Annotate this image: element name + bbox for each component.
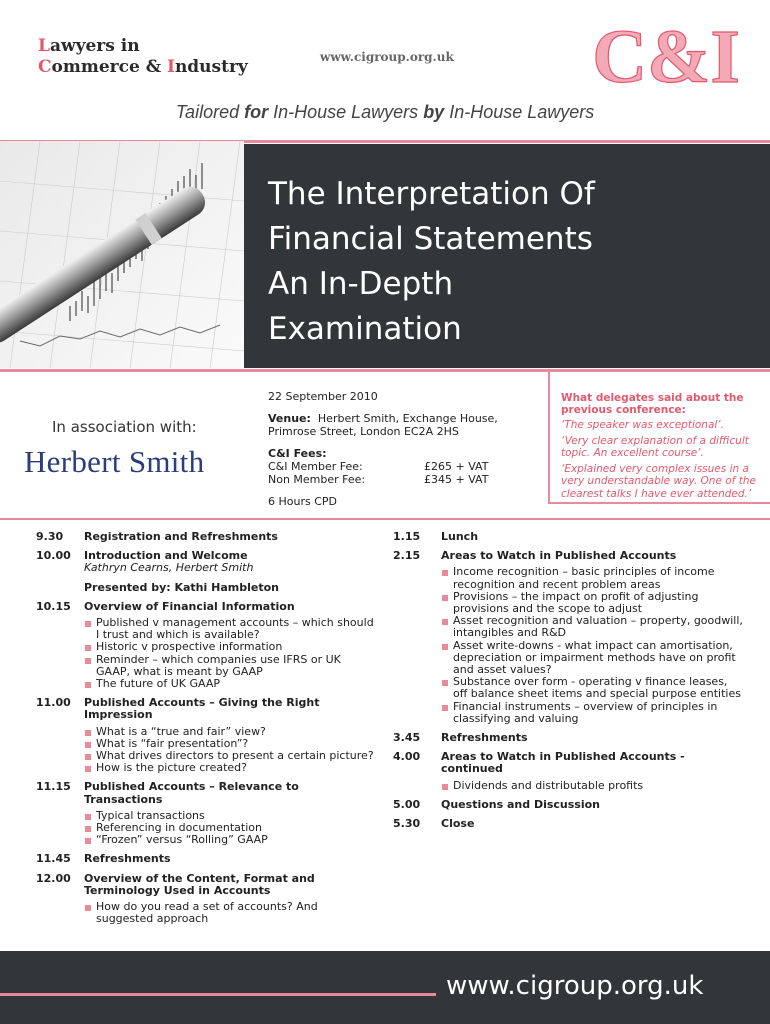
testimonial-quote: ‘Very clear explanation of a difficult topic. An excellent course’. <box>561 434 749 459</box>
agenda-bullet: Financial instruments – overview of principles in classifying and valuing <box>441 701 743 725</box>
agenda-item: 12.00 Overview of the Content, Format and Terminology Used in Accounts How do you read a set of accounts? And suggested approach <box>36 873 376 926</box>
org-initial-c: C <box>38 57 52 77</box>
agenda-item: 4.00 Areas to Watch in Published Accounts - continued Dividends and distributable profits <box>393 751 743 792</box>
event-fees: C&I Fees: C&I Member Fee: £265 + VAT Non Member Fee: £345 + VAT <box>268 447 489 486</box>
agenda-item: 5.30 Close <box>393 817 475 831</box>
agenda-bullet: Income recognition – basic principles of income recognition and recent problem areas <box>441 566 743 590</box>
event-title <box>268 172 595 352</box>
pen-chart-image <box>0 141 244 368</box>
org-line-1: awyers in <box>49 36 140 56</box>
org-initial-i: I <box>166 57 175 77</box>
agenda-bullet: Reminder – which companies use IFRS or UK GAAP, what is meant by GAAP <box>84 654 376 678</box>
agenda-item: 11.00 Published Accounts – Giving the Right Impression What is a “true and fair” view? What is “fair presentation”? What drives directors to present a certain picture? How is the picture created? <box>36 697 376 774</box>
testimonials-box <box>548 372 770 504</box>
header-website-link[interactable]: www.cigroup.org.uk <box>320 50 454 64</box>
herbert-smith-logo: Herbert Smith <box>24 444 205 479</box>
organisation-name <box>38 36 248 78</box>
title-line: An In-Depth <box>268 266 454 302</box>
title-line: Financial Statements <box>268 221 593 257</box>
presenter: Presented by: Kathi Hambleton <box>84 580 279 594</box>
agenda-item: 9.30 Registration and Refreshments <box>36 530 278 543</box>
agenda-item: 5.00 Questions and Discussion <box>393 797 600 811</box>
footer-bar <box>0 951 770 1024</box>
member-fee: £265 + VAT <box>424 460 489 473</box>
tagline: Tailored for In-House Lawyers by In-House Lawyers <box>175 102 595 122</box>
agenda-bullet: Asset recognition and valuation – property, goodwill, intangibles and R&D <box>441 615 743 639</box>
agenda-bullet: The future of UK GAAP <box>84 678 376 690</box>
testimonial-quote: ‘Explained very complex issues in a very understandable way. One of the clearest talks I have ever attended.’ <box>561 462 756 500</box>
agenda-bullet: What drives directors to present a certain picture? <box>84 750 376 762</box>
org-initial-l: L <box>38 36 50 56</box>
agenda-bullet: Asset write-downs - what impact can amortisation, depreciation or impairment methods have on profit and asset values? <box>441 640 743 677</box>
event-title-panel <box>244 144 770 368</box>
ci-logo-text: C&I <box>592 15 740 94</box>
agenda-bullet: Dividends and distributable profits <box>441 780 743 792</box>
agenda-bullet: Referencing in documentation <box>84 822 376 834</box>
testimonial-quote: ‘The speaker was exceptional’. <box>561 419 724 431</box>
agenda-item: 11.45 Refreshments <box>36 852 171 866</box>
agenda-bullet: Historic v prospective information <box>84 641 376 653</box>
agenda-bullet: Typical transactions <box>84 810 376 822</box>
nonmember-fee: £345 + VAT <box>424 473 489 486</box>
title-line: Examination <box>268 311 462 347</box>
footer-accent-line <box>0 993 436 996</box>
agenda-bullet: “Frozen” versus “Rolling” GAAP <box>84 834 376 846</box>
agenda-item: 10.00 Introduction and Welcome Kathryn Cearns, Herbert Smith Presented by: Kathi Hambleton <box>36 550 376 594</box>
org-line-2a: ommerce & <box>51 57 167 77</box>
agenda-item: 3.45 Refreshments <box>393 731 528 745</box>
agenda-bullet: What is a “true and fair” view? <box>84 726 376 738</box>
org-line-2b: ndustry <box>174 57 248 77</box>
association-label: In association with: <box>52 418 197 436</box>
agenda-item: 1.15 Lunch <box>393 530 479 543</box>
footer-website-link[interactable]: www.cigroup.org.uk <box>446 971 704 1001</box>
agenda-bullet: Substance over form - operating v finance leases, off balance sheet items and special purpose entities <box>441 676 743 700</box>
agenda-afternoon <box>393 531 743 837</box>
agenda-item: 11.15 Published Accounts – Relevance to Transactions Typical transactions Referencing in documentation “Frozen” versus “Rolling” GAAP <box>36 781 376 846</box>
agenda-bullet: Published v management accounts – which should I trust and which is available? <box>84 617 376 641</box>
event-venue: Venue: Herbert Smith, Exchange House, Primrose Street, London EC2A 2HS <box>268 412 498 438</box>
agenda-bullet: What is “fair presentation”? <box>84 738 376 750</box>
ci-logo <box>590 14 740 94</box>
pen-chart-illustration <box>0 141 244 368</box>
testimonials-heading: What delegates said about the previous conference: <box>561 392 744 416</box>
agenda-item: 10.15 Overview of Financial Information Published v management accounts – which should I trust and which is available? Historic v prospective information Reminder – which companies use IFRS or UK GAAP, what is meant by GAAP The future of UK GAAP <box>36 601 376 690</box>
agenda-morning <box>36 531 376 932</box>
cpd-hours: 6 Hours CPD <box>268 495 338 508</box>
agenda-item: 2.15 Areas to Watch in Published Accounts Income recognition – basic principles of income recognition and recent problem areas Provisions – the impact on profit of adjusting provisions and the scope to adjust Asset recognition and valuation – property, goodwill, intangibles and R&D Asset write-downs - what impact can amortisation, depreciation or impairment methods have on profit and asset values? Substance over form - operating v finance leases, off balance sheet items and special purpose entities Financial instruments – overview of principles in classifying and valuing <box>393 549 743 725</box>
event-date: 22 September 2010 <box>268 390 378 403</box>
agenda-bullet: Provisions – the impact on profit of adjusting provisions and the scope to adjust <box>441 591 743 615</box>
agenda-bullet: How is the picture created? <box>84 762 376 774</box>
speaker: Kathryn Cearns, Herbert Smith <box>84 561 254 575</box>
testimonial-list <box>561 419 760 500</box>
title-line: The Interpretation Of <box>268 176 595 212</box>
agenda-divider <box>0 518 770 520</box>
agenda-bullet: How do you read a set of accounts? And suggested approach <box>84 901 376 925</box>
event-details <box>268 390 548 517</box>
